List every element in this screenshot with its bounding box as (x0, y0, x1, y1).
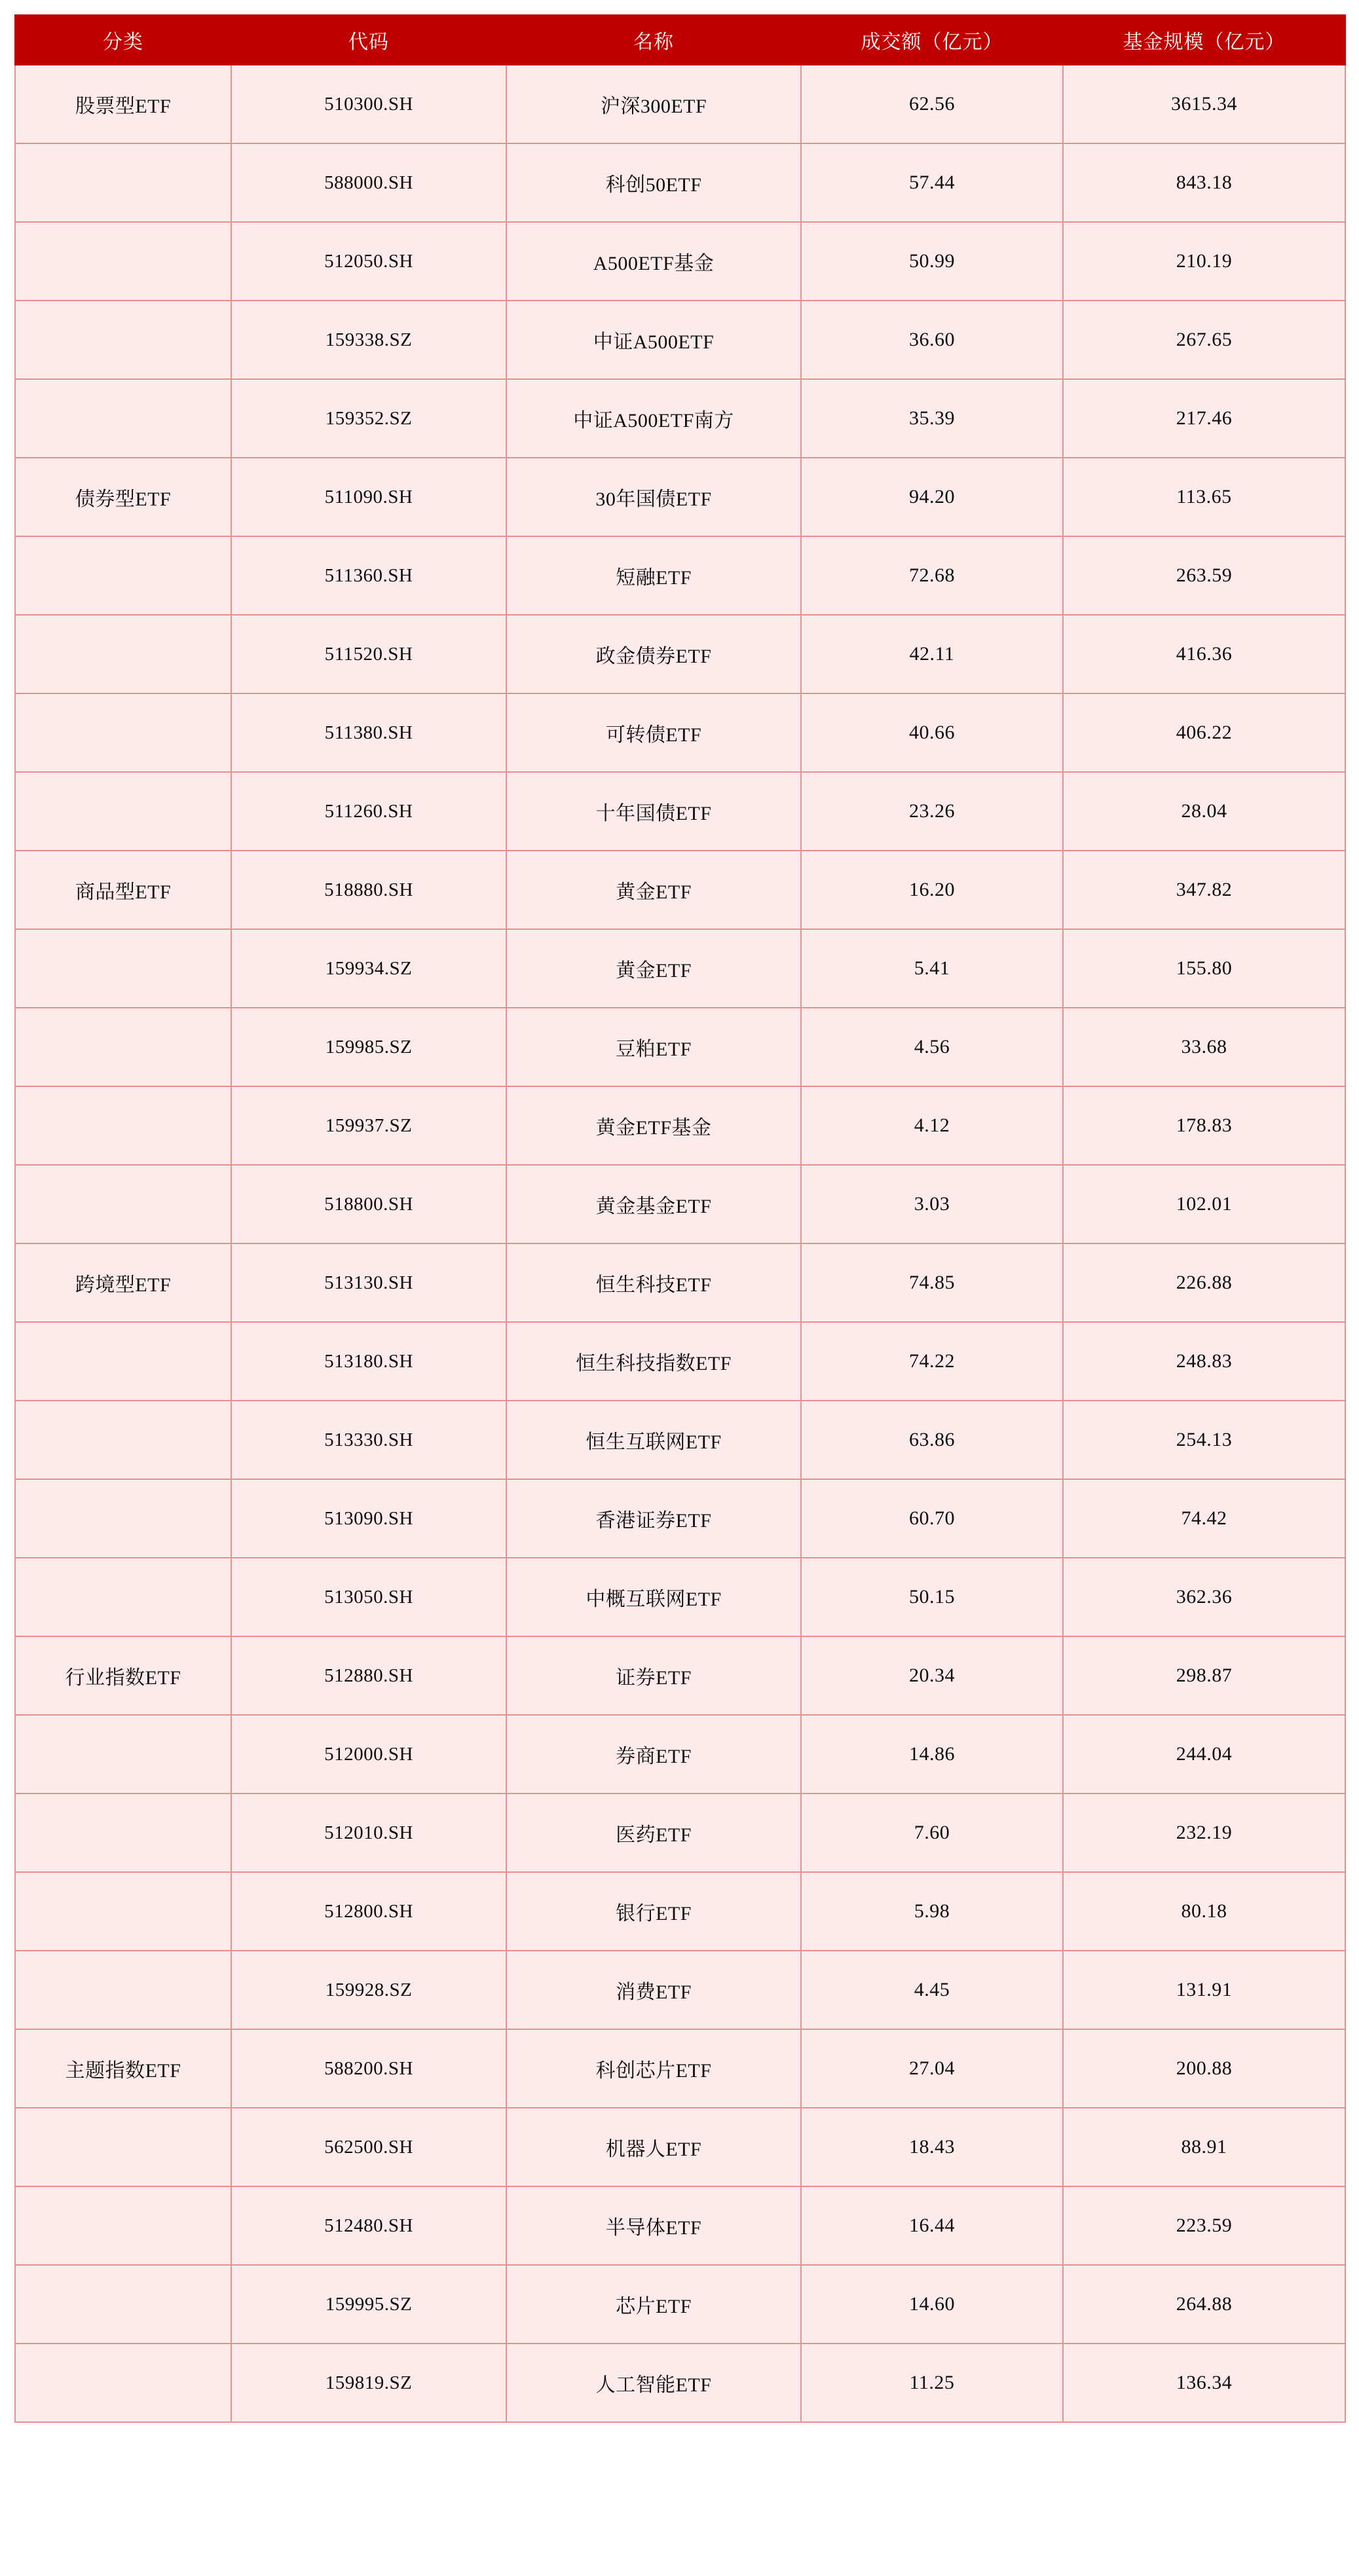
cell-scale: 155.80 (1063, 929, 1345, 1008)
cell-name: 短融ETF (506, 536, 801, 615)
cell-scale: 136.34 (1063, 2344, 1345, 2422)
cell-category (15, 1008, 231, 1086)
cell-category (15, 2186, 231, 2265)
column-header-name: 名称 (506, 15, 801, 65)
cell-category (15, 1401, 231, 1479)
table-row (15, 1794, 1345, 1872)
table-row (15, 1951, 1345, 2029)
cell-category (15, 615, 231, 693)
cell-category (15, 1479, 231, 1558)
cell-code: 513180.SH (231, 1322, 506, 1401)
table-row (15, 379, 1345, 458)
cell-name: 中证A500ETF南方 (506, 379, 801, 458)
cell-code: 513330.SH (231, 1401, 506, 1479)
cell-turnover: 35.39 (801, 379, 1063, 458)
table-row (15, 1636, 1345, 1715)
cell-code: 512880.SH (231, 1636, 506, 1715)
cell-turnover: 4.56 (801, 1008, 1063, 1086)
cell-category: 行业指数ETF (15, 1636, 231, 1715)
cell-scale: 263.59 (1063, 536, 1345, 615)
cell-turnover: 74.22 (801, 1322, 1063, 1401)
cell-code: 511360.SH (231, 536, 506, 615)
table-row (15, 772, 1345, 851)
cell-code: 588200.SH (231, 2029, 506, 2108)
cell-scale: 232.19 (1063, 1794, 1345, 1872)
cell-scale: 264.88 (1063, 2265, 1345, 2344)
cell-category (15, 693, 231, 772)
cell-turnover: 5.98 (801, 1872, 1063, 1951)
column-header-turnover: 成交额（亿元） (801, 15, 1063, 65)
cell-category (15, 2344, 231, 2422)
table-row (15, 2029, 1345, 2108)
table-row (15, 65, 1345, 143)
cell-category: 主题指数ETF (15, 2029, 231, 2108)
cell-scale: 217.46 (1063, 379, 1345, 458)
cell-code: 159937.SZ (231, 1086, 506, 1165)
cell-scale: 74.42 (1063, 1479, 1345, 1558)
cell-name: 人工智能ETF (506, 2344, 801, 2422)
cell-turnover: 20.34 (801, 1636, 1063, 1715)
cell-name: A500ETF基金 (506, 222, 801, 301)
cell-scale: 102.01 (1063, 1165, 1345, 1243)
table-row (15, 851, 1345, 929)
cell-name: 机器人ETF (506, 2108, 801, 2186)
cell-category (15, 1322, 231, 1401)
table-row (15, 2186, 1345, 2265)
cell-code: 513130.SH (231, 1243, 506, 1322)
cell-turnover: 50.99 (801, 222, 1063, 301)
cell-category (15, 2108, 231, 2186)
cell-turnover: 50.15 (801, 1558, 1063, 1636)
cell-scale: 33.68 (1063, 1008, 1345, 1086)
cell-turnover: 14.86 (801, 1715, 1063, 1794)
cell-name: 科创50ETF (506, 143, 801, 222)
cell-category: 债券型ETF (15, 458, 231, 536)
cell-scale: 131.91 (1063, 1951, 1345, 2029)
cell-name: 证券ETF (506, 1636, 801, 1715)
cell-turnover: 4.45 (801, 1951, 1063, 2029)
cell-turnover: 14.60 (801, 2265, 1063, 2344)
cell-code: 518880.SH (231, 851, 506, 929)
cell-name: 半导体ETF (506, 2186, 801, 2265)
cell-scale: 362.36 (1063, 1558, 1345, 1636)
cell-name: 黄金基金ETF (506, 1165, 801, 1243)
cell-code: 159928.SZ (231, 1951, 506, 2029)
cell-turnover: 16.20 (801, 851, 1063, 929)
cell-scale: 88.91 (1063, 2108, 1345, 2186)
cell-code: 518800.SH (231, 1165, 506, 1243)
table-row (15, 2265, 1345, 2344)
cell-turnover: 18.43 (801, 2108, 1063, 2186)
cell-code: 159352.SZ (231, 379, 506, 458)
column-header-scale: 基金规模（亿元） (1063, 15, 1345, 65)
cell-scale: 223.59 (1063, 2186, 1345, 2265)
cell-scale: 254.13 (1063, 1401, 1345, 1479)
cell-name: 芯片ETF (506, 2265, 801, 2344)
cell-turnover: 57.44 (801, 143, 1063, 222)
table-row (15, 1008, 1345, 1086)
cell-name: 中证A500ETF (506, 301, 801, 379)
table-row (15, 301, 1345, 379)
cell-code: 512000.SH (231, 1715, 506, 1794)
cell-category (15, 1558, 231, 1636)
cell-code: 159995.SZ (231, 2265, 506, 2344)
cell-name: 可转债ETF (506, 693, 801, 772)
cell-scale: 80.18 (1063, 1872, 1345, 1951)
cell-turnover: 72.68 (801, 536, 1063, 615)
table-row (15, 929, 1345, 1008)
cell-name: 十年国债ETF (506, 772, 801, 851)
cell-scale: 298.87 (1063, 1636, 1345, 1715)
cell-code: 513090.SH (231, 1479, 506, 1558)
cell-turnover: 36.60 (801, 301, 1063, 379)
table-row (15, 1165, 1345, 1243)
table-row (15, 1479, 1345, 1558)
table-row (15, 2108, 1345, 2186)
cell-code: 562500.SH (231, 2108, 506, 2186)
cell-code: 512050.SH (231, 222, 506, 301)
cell-turnover: 74.85 (801, 1243, 1063, 1322)
cell-scale: 347.82 (1063, 851, 1345, 929)
cell-turnover: 23.26 (801, 772, 1063, 851)
cell-turnover: 11.25 (801, 2344, 1063, 2422)
cell-name: 医药ETF (506, 1794, 801, 1872)
table-row (15, 1086, 1345, 1165)
cell-turnover: 62.56 (801, 65, 1063, 143)
cell-scale: 416.36 (1063, 615, 1345, 693)
table-row (15, 536, 1345, 615)
table-row (15, 693, 1345, 772)
cell-name: 银行ETF (506, 1872, 801, 1951)
cell-name: 黄金ETF (506, 851, 801, 929)
cell-turnover: 40.66 (801, 693, 1063, 772)
table-header-row (15, 15, 1345, 65)
cell-code: 512800.SH (231, 1872, 506, 1951)
table-row (15, 1322, 1345, 1401)
cell-turnover: 7.60 (801, 1794, 1063, 1872)
cell-category (15, 929, 231, 1008)
cell-code: 512480.SH (231, 2186, 506, 2265)
cell-name: 黄金ETF基金 (506, 1086, 801, 1165)
cell-code: 159819.SZ (231, 2344, 506, 2422)
cell-name: 消费ETF (506, 1951, 801, 2029)
cell-code: 511380.SH (231, 693, 506, 772)
cell-code: 159985.SZ (231, 1008, 506, 1086)
cell-scale: 226.88 (1063, 1243, 1345, 1322)
cell-name: 科创芯片ETF (506, 2029, 801, 2108)
cell-category (15, 1872, 231, 1951)
cell-category (15, 772, 231, 851)
cell-name: 30年国债ETF (506, 458, 801, 536)
cell-scale: 267.65 (1063, 301, 1345, 379)
cell-scale: 248.83 (1063, 1322, 1345, 1401)
cell-turnover: 42.11 (801, 615, 1063, 693)
cell-turnover: 16.44 (801, 2186, 1063, 2265)
cell-category: 商品型ETF (15, 851, 231, 929)
table-row (15, 222, 1345, 301)
table-row (15, 1872, 1345, 1951)
cell-scale: 406.22 (1063, 693, 1345, 772)
table-row (15, 1558, 1345, 1636)
cell-category (15, 1086, 231, 1165)
cell-code: 511520.SH (231, 615, 506, 693)
cell-name: 恒生科技指数ETF (506, 1322, 801, 1401)
cell-turnover: 3.03 (801, 1165, 1063, 1243)
cell-name: 政金债券ETF (506, 615, 801, 693)
cell-scale: 200.88 (1063, 2029, 1345, 2108)
cell-code: 510300.SH (231, 65, 506, 143)
cell-turnover: 63.86 (801, 1401, 1063, 1479)
cell-scale: 3615.34 (1063, 65, 1345, 143)
table-row (15, 1243, 1345, 1322)
cell-name: 券商ETF (506, 1715, 801, 1794)
table-body (15, 65, 1345, 2422)
table-row (15, 1401, 1345, 1479)
cell-category (15, 143, 231, 222)
cell-turnover: 94.20 (801, 458, 1063, 536)
cell-scale: 210.19 (1063, 222, 1345, 301)
cell-code: 512010.SH (231, 1794, 506, 1872)
cell-name: 沪深300ETF (506, 65, 801, 143)
cell-category (15, 2265, 231, 2344)
cell-category (15, 1951, 231, 2029)
cell-name: 黄金ETF (506, 929, 801, 1008)
cell-category: 跨境型ETF (15, 1243, 231, 1322)
cell-category (15, 1165, 231, 1243)
cell-turnover: 4.12 (801, 1086, 1063, 1165)
cell-category (15, 379, 231, 458)
table-row (15, 143, 1345, 222)
cell-name: 豆粕ETF (506, 1008, 801, 1086)
etf-table (14, 14, 1346, 2423)
column-header-code: 代码 (231, 15, 506, 65)
cell-name: 恒生互联网ETF (506, 1401, 801, 1479)
column-header-category: 分类 (15, 15, 231, 65)
cell-scale: 113.65 (1063, 458, 1345, 536)
table-row (15, 615, 1345, 693)
cell-category (15, 1794, 231, 1872)
cell-category (15, 222, 231, 301)
cell-code: 159934.SZ (231, 929, 506, 1008)
cell-category: 股票型ETF (15, 65, 231, 143)
cell-turnover: 27.04 (801, 2029, 1063, 2108)
cell-scale: 843.18 (1063, 143, 1345, 222)
cell-turnover: 60.70 (801, 1479, 1063, 1558)
cell-scale: 28.04 (1063, 772, 1345, 851)
table-header (15, 15, 1345, 65)
table-row (15, 458, 1345, 536)
cell-code: 511090.SH (231, 458, 506, 536)
cell-code: 588000.SH (231, 143, 506, 222)
table-row (15, 1715, 1345, 1794)
cell-scale: 178.83 (1063, 1086, 1345, 1165)
cell-category (15, 301, 231, 379)
cell-code: 159338.SZ (231, 301, 506, 379)
cell-name: 中概互联网ETF (506, 1558, 801, 1636)
cell-name: 香港证券ETF (506, 1479, 801, 1558)
cell-name: 恒生科技ETF (506, 1243, 801, 1322)
cell-code: 513050.SH (231, 1558, 506, 1636)
table-row (15, 2344, 1345, 2422)
cell-turnover: 5.41 (801, 929, 1063, 1008)
cell-code: 511260.SH (231, 772, 506, 851)
cell-scale: 244.04 (1063, 1715, 1345, 1794)
cell-category (15, 536, 231, 615)
cell-category (15, 1715, 231, 1794)
